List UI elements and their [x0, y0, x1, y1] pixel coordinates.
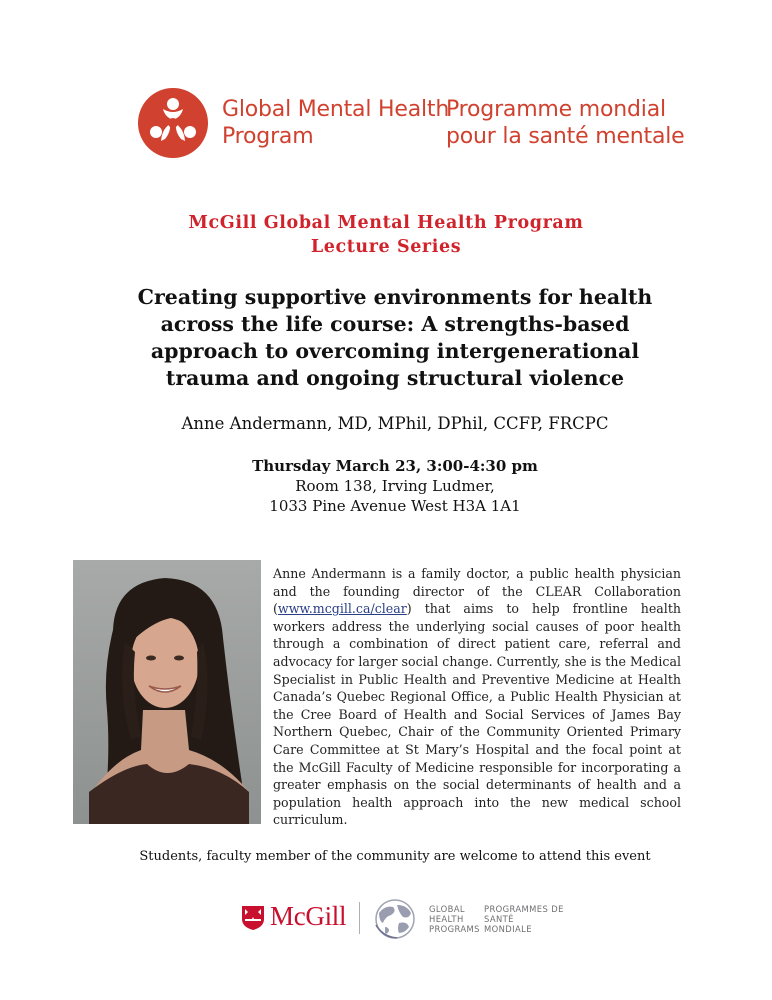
- program-name-en: [222, 96, 449, 150]
- ghp-en-line1: GLOBAL: [429, 904, 465, 914]
- program-name-en-line2: Program: [222, 124, 314, 149]
- global-health-programs-fr: [484, 904, 564, 934]
- mcgill-crest-icon: [241, 905, 265, 931]
- program-name-en-line1: Global Mental Health: [222, 97, 450, 122]
- program-name-fr-line1: Programme mondial: [446, 97, 666, 122]
- attendance-note: Students, faculty member of the community are welcome to attend this event: [139, 849, 651, 864]
- event-room: Room 138, Irving Ludmer,: [295, 477, 495, 495]
- mcgill-wordmark: McGill: [270, 901, 347, 931]
- gmhp-logo-icon: [137, 87, 209, 159]
- clear-link[interactable]: www.mcgill.ca/clear: [277, 601, 407, 617]
- event-info: [0, 456, 772, 516]
- lecture-title: Creating supportive environments for health across the life course: A strengths-based approach to overcoming intergenerational trauma and ongoing structural violence: [137, 285, 653, 390]
- ghp-fr-line1: PROGRAMMES DE: [484, 904, 564, 914]
- series-heading-line1: McGill Global Mental Health Program: [188, 213, 584, 233]
- program-name-fr: [446, 96, 685, 150]
- global-health-programs-en: [429, 904, 480, 934]
- globe-icon: [371, 897, 419, 941]
- ghp-fr-line3: MONDIALE: [484, 924, 532, 934]
- series-heading: [0, 211, 772, 259]
- speaker-name: Anne Andermann, MD, MPhil, DPhil, CCFP, FRCPC: [181, 414, 609, 433]
- ghp-fr-line2: SANTÉ: [484, 914, 514, 924]
- speaker-bio: [273, 565, 681, 829]
- bio-rest: ) that aims to help frontline health workers address the underlying social causes of poor health through a combination of direct patient care, referral and advocacy for larger social change. Currently, she is the Medical Specialist in Public Health and Preventive Medicine at Health Canada’s Quebec Regional Office, a Public Health Physician at the Cree Board of Health and Social Services of James Bay Northern Quebec, Chair of the Community Oriented Primary Care Committee at St Mary’s Hospital and the focal point at the McGill Faculty of Medicine responsible for incorporating a greater emphasis on the social determinants of health and a population health approach into the new medical school curriculum.: [273, 601, 681, 828]
- footer-divider: [359, 902, 360, 934]
- program-name-fr-line2: pour la santé mentale: [446, 124, 685, 149]
- event-address: 1033 Pine Avenue West H3A 1A1: [269, 497, 521, 515]
- series-heading-line2: Lecture Series: [310, 237, 462, 257]
- ghp-en-line3: PROGRAMS: [429, 924, 480, 934]
- speaker-photo: [73, 560, 261, 824]
- ghp-en-line2: HEALTH: [429, 914, 464, 924]
- bio-intro: Anne Andermann is a family doctor, a public health physician and the founding director of the CLEAR Collaboration (: [273, 566, 681, 617]
- event-date-time: Thursday March 23, 3:00-4:30 pm: [252, 457, 538, 475]
